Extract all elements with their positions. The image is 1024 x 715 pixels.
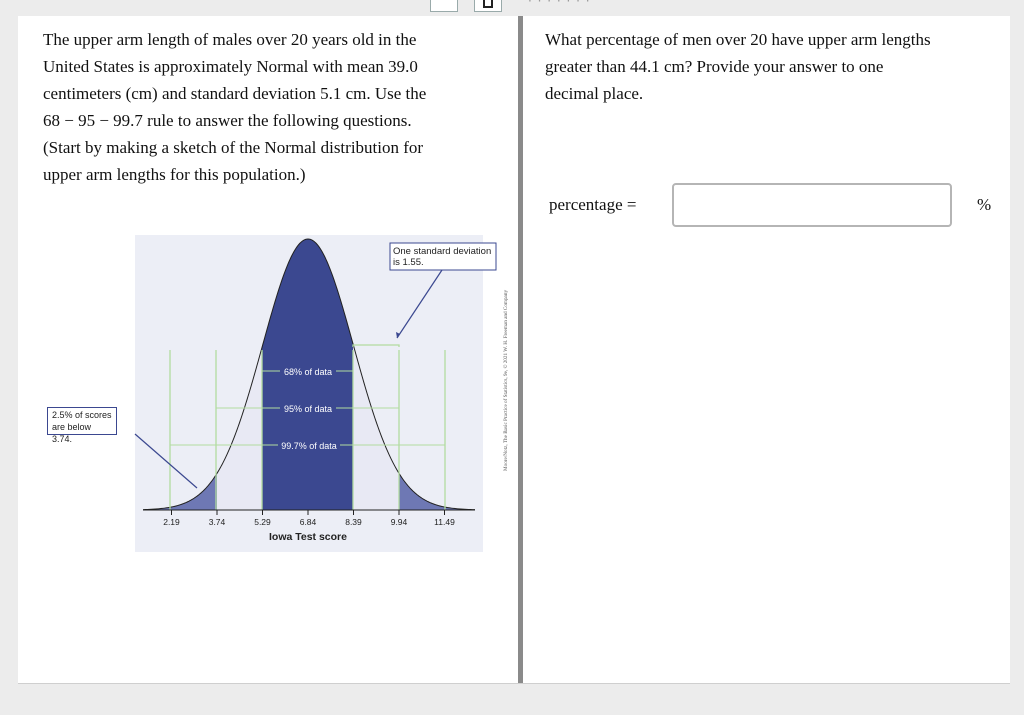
- normal-curve-svg: [135, 235, 509, 552]
- tab-previous[interactable]: [430, 0, 458, 12]
- sd-bracket: [353, 345, 399, 347]
- sd-callout-line1: One standard deviation: [393, 246, 492, 257]
- question-line: United States is approximately Normal with mean 39.0: [43, 57, 418, 76]
- x-tick-label: 8.39: [345, 517, 362, 527]
- question-line: centimeters (cm) and standard deviation 5.1 cm. Use the: [43, 84, 427, 103]
- percent-unit: %: [977, 195, 992, 214]
- x-tick-label: 9.94: [390, 517, 408, 527]
- bottom-border: [18, 683, 1010, 684]
- progress-dots: · · · · · · ·: [528, 0, 591, 8]
- answer-prompt: [545, 26, 990, 107]
- x-tick-label: 5.29: [254, 517, 271, 527]
- tab-icon: [483, 0, 493, 8]
- x-tick-label: 3.74: [208, 517, 226, 527]
- sd-callout-pointer: [397, 270, 442, 338]
- x-tick-label: 6.84: [299, 517, 317, 527]
- x-tick-label: 2.19: [163, 517, 180, 527]
- percentage-input[interactable]: [672, 183, 952, 227]
- top-tab-strip: [430, 0, 520, 14]
- tail-callout-line2: are below 3.74.: [52, 422, 92, 444]
- prompt-line: greater than 44.1 cm? Provide your answer to one: [545, 57, 884, 76]
- normal-curve-figure: [135, 235, 509, 552]
- question-panel: [18, 16, 518, 683]
- percentage-label: percentage =: [549, 195, 637, 214]
- x-tick-label: 11.49: [434, 517, 455, 527]
- tail-callout-box: [47, 407, 117, 444]
- figure-credit: Moore/Notz, The Basic Practice of Statistics, 9e, © 2021 W. H. Freeman and Company: [503, 289, 509, 471]
- answer-row: [549, 183, 992, 229]
- tail-callout-line1: 2.5% of scores: [52, 410, 112, 420]
- prompt-line: decimal place.: [545, 84, 644, 103]
- tick-group: [163, 510, 455, 527]
- x-axis-label: Iowa Test score: [268, 531, 348, 543]
- band-997-label: 99.7% of data: [281, 441, 337, 451]
- question-line: upper arm lengths for this population.): [43, 165, 306, 184]
- prompt-line: What percentage of men over 20 have upper arm lengths: [545, 30, 931, 49]
- tail-callout-pointer: [135, 434, 197, 488]
- sd-callout-line2: is 1.55.: [393, 257, 424, 268]
- question-text: [43, 26, 493, 188]
- answer-panel: [523, 16, 1010, 683]
- question-line: (Start by making a sketch of the Normal distribution for: [43, 138, 424, 157]
- band-95-label: 95% of data: [283, 404, 333, 414]
- right-tail-area: [399, 473, 475, 510]
- tab-current[interactable]: [474, 0, 502, 12]
- band-68-label: 68% of data: [283, 367, 333, 377]
- question-line: The upper arm length of males over 20 years old in the: [43, 30, 417, 49]
- question-line: 68 − 95 − 99.7 rule to answer the following questions.: [43, 111, 412, 130]
